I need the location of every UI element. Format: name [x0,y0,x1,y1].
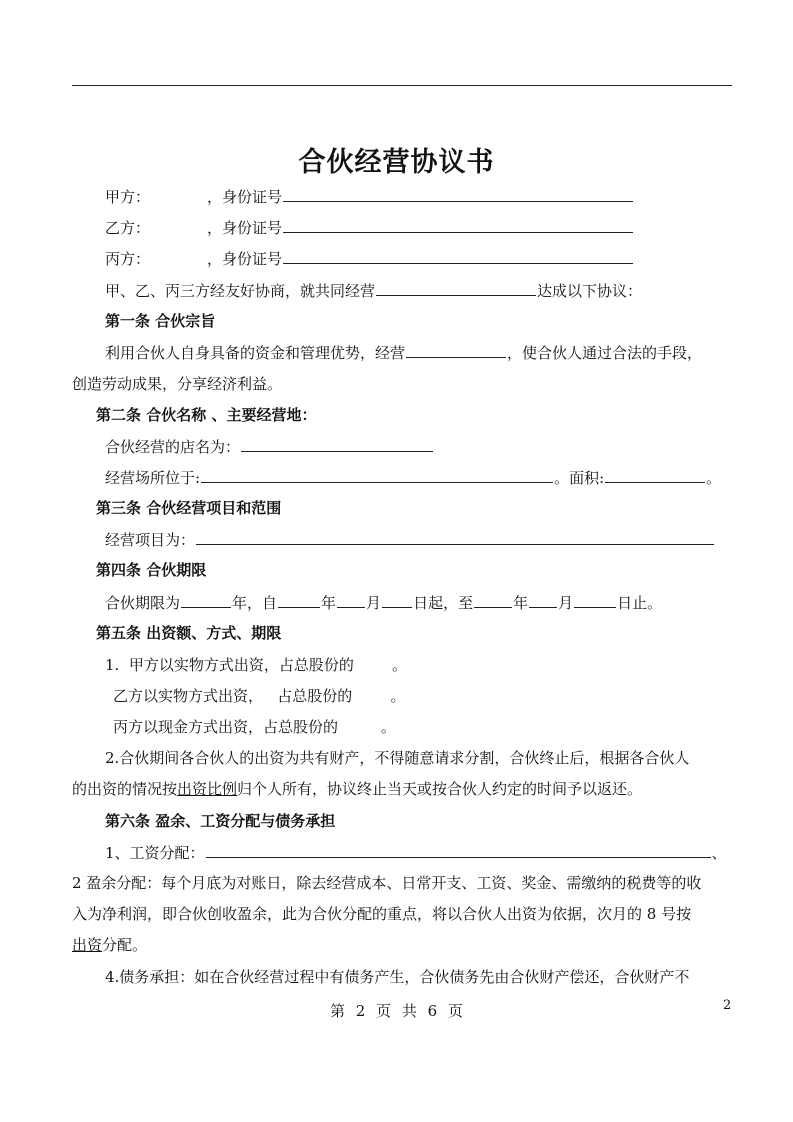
end-year-field[interactable] [474,592,512,608]
party-bing [105,248,634,269]
term-text: 日止。 [617,594,663,612]
para-text: 的出资的情况按 [72,780,178,798]
party-label: 乙方： [105,219,151,237]
underlined-term: 出资比例 [177,780,238,798]
party-label: 丙方： [105,250,151,268]
article-6-para-4: 4.债务承担：如在合伙经营过程中有债务产生，合伙债务先由合伙财产偿还，合伙财产不 [105,968,690,986]
id-label: ，身份证号 [207,188,283,206]
party-jia [105,186,634,207]
article-5-para-2a: 2.合伙期间各合伙人的出资为共有财产，不得随意请求分割，合伙终止后，根据各合伙人 [105,749,690,767]
term-text: 合伙期限为 [105,594,181,612]
business-field[interactable] [376,280,536,296]
party-yi [105,217,634,238]
wage-label: 1、工资分配： [105,844,205,862]
term-text: 月 [366,594,382,612]
term-text: 日起，至 [413,594,474,612]
header-rule [72,85,732,86]
area-field[interactable] [605,467,705,483]
end-day-field[interactable] [574,592,616,608]
term-text: 月 [558,594,574,612]
article-4-heading: 第四条 合伙期限 [96,561,207,579]
project-line [105,529,715,550]
article-2-heading: 第二条 合伙名称 、主要经营地： [96,406,317,424]
term-years-field[interactable] [181,592,231,608]
underlined-term: 出资 [72,936,103,954]
contribution-line-3: 丙方以现金方式出资，占总股份的 。 [113,718,396,736]
art1-text-b: ，使合伙人通过合法的手段， [507,344,703,362]
project-field[interactable] [196,529,714,545]
para-text: 归个人所有，协议终止当天或按合伙人约定的时间予以返还。 [237,780,643,798]
article-3-heading: 第三条 合伙经营项目和范围 [96,499,282,517]
art1-text-a: 利用合伙人自身具备的资金和管理优势，经营 [105,344,406,362]
article-1-line-1 [105,342,702,363]
article-6-para-2c [72,935,147,955]
store-name-label: 合伙经营的店名为： [105,438,241,456]
term-line [105,592,662,613]
location-label: 经营场所位于: [105,469,201,487]
term-text: 年，自 [232,594,278,612]
project-label: 经营项目为： [105,531,196,549]
id-number-field[interactable] [283,217,633,233]
wage-line [105,842,727,863]
start-month-field[interactable] [337,592,365,608]
start-year-field[interactable] [278,592,320,608]
term-text: 年 [321,594,337,612]
contribution-line-1: 1. 甲方以实物方式出资，占总股份的 。 [105,656,407,674]
article-6-para-2a: 2 盈余分配：每个月底为对账日，除去经营成本、日常开支、工资、奖金、需缴纳的税费等的收 [72,874,702,892]
party-label: 甲方： [105,188,151,206]
store-name-field[interactable] [241,436,433,452]
area-label: 。面积: [554,469,605,487]
document-title: 合伙经营协议书 [298,147,495,178]
intro-text-b: 达成以下协议： [537,282,643,300]
id-label: ，身份证号 [207,219,283,237]
para-text: 分配。 [102,936,148,954]
store-name-line [105,436,434,457]
area-end: 。 [706,469,722,487]
article-6-heading: 第六条 盈余、工资分配与债务承担 [105,812,336,830]
id-label: ，身份证号 [207,250,283,268]
article-1-heading: 第一条 合伙宗旨 [105,312,216,330]
id-number-field[interactable] [283,186,633,202]
location-field[interactable] [201,467,553,483]
term-text: 年 [513,594,529,612]
article-1-line-2: 创造劳动成果，分享经济利益。 [72,375,283,393]
operate-field[interactable] [406,342,506,358]
end-month-field[interactable] [529,592,557,608]
intro-text-a: 甲、乙、丙三方经友好协商，就共同经营 [105,282,376,300]
page-footer: 第 2 页 共 6 页 [330,1002,463,1020]
page-number: 2 [723,998,732,1013]
article-5-heading: 第五条 出资额、方式、期限 [96,624,282,642]
location-line [105,467,721,488]
wage-end: 、 [711,844,727,862]
id-number-field[interactable] [283,248,633,264]
start-day-field[interactable] [382,592,412,608]
wage-field[interactable] [206,842,711,858]
article-5-para-2b [72,779,642,799]
contribution-line-2: 乙方以实物方式出资， 占总股份的 。 [113,687,406,705]
article-6-para-2b: 入为净利润，即合伙创收盈余，此为合伙分配的重点，将以合伙人出资为依据，次月的 8 号按 [72,905,692,923]
intro-line [105,280,642,301]
